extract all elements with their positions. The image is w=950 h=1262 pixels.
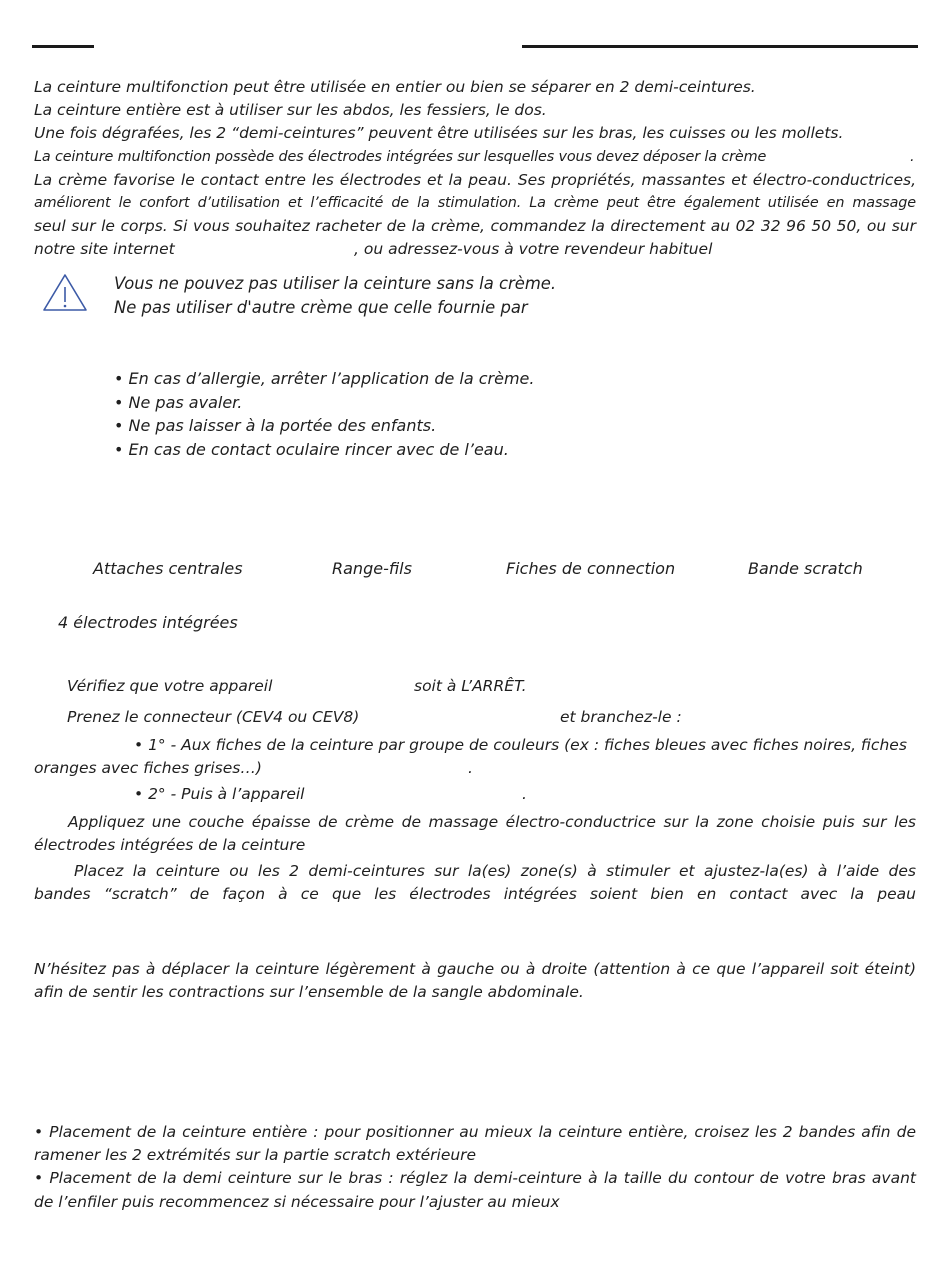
tip-line-1: N’hésitez pas à déplacer la ceinture légèrement à gauche ou à droite (attention à ce que l’appareil soit éteint) <box>34 960 916 978</box>
intro-line-8-end: , ou adressez-vous à votre revendeur habituel <box>354 240 713 259</box>
header-rule-left <box>32 45 94 48</box>
placement-1-line-1: • Placement de la ceinture entière : pour positionner au mieux la ceinture entière, croisez les 2 bandes afin de <box>34 1123 916 1141</box>
step-3-line-1: Appliquez une couche épaisse de crème de massage électro-conductrice sur la zone choisie puis sur les <box>68 813 916 831</box>
step-4 <box>34 860 916 906</box>
label-attaches-centrales: Attaches centrales <box>93 559 243 578</box>
tip-paragraph <box>34 958 916 1004</box>
step-2-end: et branchez-le : <box>560 708 682 726</box>
warning-triangle-icon <box>42 273 88 313</box>
step-2a-dot: . <box>468 759 473 778</box>
step-2a-line-2-text: oranges avec fiches grises…) <box>34 759 262 778</box>
step-3-line-2: électrodes intégrées de la ceinture <box>34 836 306 855</box>
precautions-list <box>114 367 534 461</box>
intro-line-4-text: La ceinture multifonction possède des électrodes intégrées sur lesquelles vous devez déposer la crème <box>34 148 767 165</box>
precaution-item: • Ne pas avaler. <box>114 392 243 412</box>
placement-1-line-2: ramener les 2 extrémités sur la partie scratch extérieure <box>34 1146 477 1165</box>
label-fiches-de-connection: Fiches de connection <box>506 559 676 578</box>
tip-line-2: afin de sentir les contractions sur l’ensemble de la sangle abdominale. <box>34 983 584 1002</box>
intro-line-7: seul sur le corps. Si vous souhaitez racheter de la crème, commandez la directement au 02 32 96 50 50, ou sur <box>34 217 916 236</box>
intro-line-5: La crème favorise le contact entre les électrodes et la peau. Ses propriétés, massantes et électro-conductrices, <box>34 170 916 189</box>
label-range-fils: Range-fils <box>332 559 412 578</box>
intro-line-8-start: notre site internet <box>34 240 175 259</box>
precaution-item: • En cas de contact oculaire rincer avec de l’eau. <box>114 439 509 459</box>
step-2b: • 2° - Puis à l’appareil <box>134 785 305 803</box>
warning-text <box>114 272 556 319</box>
step-4-line-1: Placez la ceinture ou les 2 demi-ceintures sur la(es) zone(s) à stimuler et ajustez-la(es) à l’aide des <box>74 862 916 880</box>
label-bande-scratch: Bande scratch <box>748 559 863 578</box>
label-electrodes-integrees: 4 électrodes intégrées <box>58 613 238 632</box>
step-2a <box>34 734 916 780</box>
precaution-item: • Ne pas laisser à la portée des enfants. <box>114 416 437 435</box>
intro-line-6: améliorent le confort d’utilisation et l’efficacité de la stimulation. La crème peut être également utilisée en massage <box>34 195 916 212</box>
step-4-line-2: bandes “scratch” de façon à ce que les électrodes intégrées soient bien en contact avec la peau <box>34 885 916 904</box>
intro-line-4-end: . <box>910 148 915 165</box>
placement-list <box>34 1121 916 1214</box>
step-2b-dot: . <box>522 785 527 803</box>
intro-paragraph <box>34 76 916 262</box>
precaution-item: • En cas d’allergie, arrêter l’application de la crème. <box>114 369 535 388</box>
intro-line-2: La ceinture entière est à utiliser sur les abdos, les fessiers, le dos. <box>34 101 547 120</box>
step-1-end: soit à L’ARRÊT. <box>414 677 527 695</box>
step-2-start: Prenez le connecteur (CEV4 ou CEV8) <box>67 708 360 726</box>
step-2a-line-1: • 1° - Aux fiches de la ceinture par groupe de couleurs (ex : fiches bleues avec fiches noires, fiches <box>134 736 907 754</box>
intro-line-1: La ceinture multifonction peut être utilisée en entier ou bien se séparer en 2 demi-ceintures. <box>34 78 756 96</box>
warning-line-1: Vous ne pouvez pas utiliser la ceinture sans la crème. <box>114 274 557 293</box>
step-3 <box>34 811 916 857</box>
placement-2-line-1: • Placement de la demi ceinture sur le bras : réglez la demi-ceinture à la taille du contour de votre bras avant <box>34 1169 916 1188</box>
warning-line-2: Ne pas utiliser d'autre crème que celle fournie par <box>114 297 528 317</box>
placement-2-line-2: de l’enfiler puis recommencez si nécessaire pour l’ajuster au mieux <box>34 1192 560 1211</box>
step-2a-line-2 <box>34 757 916 780</box>
header-rule-right <box>522 45 918 48</box>
intro-line-8 <box>34 238 916 261</box>
intro-line-4 <box>34 146 916 169</box>
step-1-start: Vérifiez que votre appareil <box>67 677 273 695</box>
intro-line-3: Une fois dégrafées, les 2 “demi-ceintures” peuvent être utilisées sur les bras, les cuisses ou les mollets. <box>34 124 844 143</box>
